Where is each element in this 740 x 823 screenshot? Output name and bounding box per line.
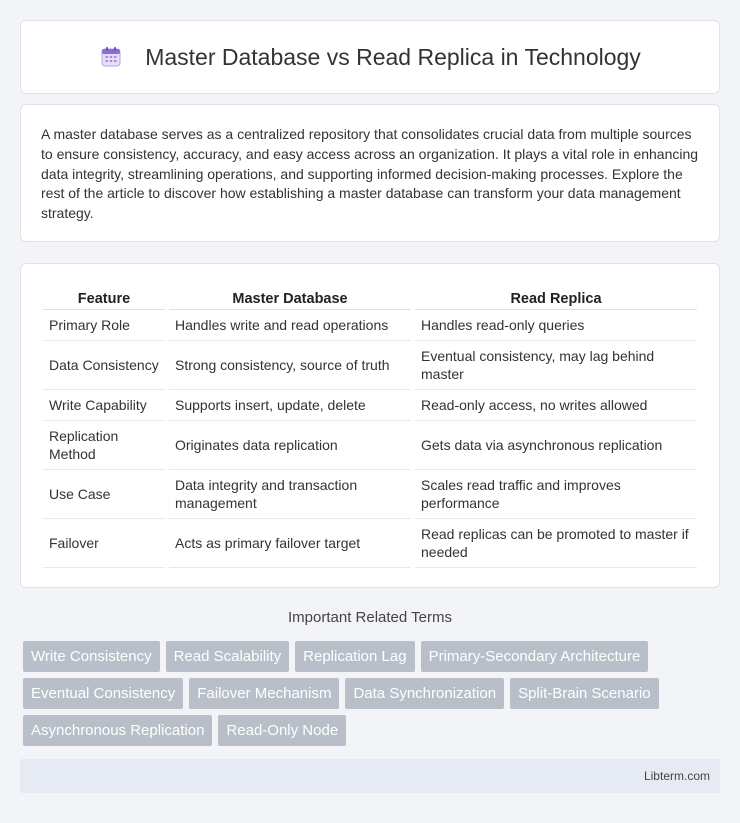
table-header-row (43, 284, 697, 310)
tag-data-synchronization[interactable]: Data Synchronization (345, 678, 504, 709)
tag-write-consistency[interactable]: Write Consistency (23, 641, 160, 672)
table-cell: Scales read traffic and improves performance (415, 470, 697, 519)
table-cell: Eventual consistency, may lag behind master (415, 341, 697, 390)
table-cell: Read-only access, no writes allowed (415, 390, 697, 421)
table-row (43, 519, 697, 568)
tag-failover-mechanism[interactable]: Failover Mechanism (189, 678, 339, 709)
table-cell: Handles write and read operations (169, 310, 411, 341)
table-cell: Originates data replication (169, 421, 411, 470)
calendar-icon (99, 45, 123, 69)
header-read-replica: Read Replica (415, 284, 697, 310)
related-terms-list (23, 641, 723, 752)
comparison-card (20, 263, 720, 588)
table-row (43, 421, 697, 470)
header-master-database: Master Database (169, 284, 411, 310)
title-card (20, 20, 720, 94)
table-cell: Failover (43, 519, 165, 568)
intro-card (20, 104, 720, 242)
comparison-table (39, 284, 701, 568)
tag-read-scalability[interactable]: Read Scalability (166, 641, 290, 672)
table-cell: Replication Method (43, 421, 165, 470)
table-row (43, 341, 697, 390)
page-title: Master Database vs Read Replica in Technology (145, 43, 641, 70)
table-cell: Supports insert, update, delete (169, 390, 411, 421)
table-cell: Data Consistency (43, 341, 165, 390)
footer-site-link[interactable]: Libterm.com (643, 769, 710, 783)
table-cell: Data integrity and transaction management (169, 470, 411, 519)
tag-asynchronous-replication[interactable]: Asynchronous Replication (23, 715, 212, 746)
table-cell: Primary Role (43, 310, 165, 341)
table-cell: Read replicas can be promoted to master if needed (415, 519, 697, 568)
tag-split-brain-scenario[interactable]: Split-Brain Scenario (510, 678, 659, 709)
table-row (43, 310, 697, 341)
tag-read-only-node[interactable]: Read-Only Node (218, 715, 346, 746)
intro-text: A master database serves as a centralized repository that consolidates crucial data from multiple sources to ensure consistency, accuracy, and easy access across an organization. It plays a vital role in enhancing data integrity, streamlining operations, and supporting informed decision-making processes. Explore the rest of the article to discover how establishing a master database can transform your data management strategy. (41, 126, 699, 222)
header-feature: Feature (43, 284, 165, 310)
table-cell: Handles read-only queries (415, 310, 697, 341)
table-cell: Gets data via asynchronous replication (415, 421, 697, 470)
related-terms-title: Important Related Terms (288, 609, 452, 626)
footer (20, 759, 720, 793)
table-cell: Write Capability (43, 390, 165, 421)
table-cell: Strong consistency, source of truth (169, 341, 411, 390)
tag-primary-secondary-architecture[interactable]: Primary-Secondary Architecture (421, 641, 649, 672)
tag-eventual-consistency[interactable]: Eventual Consistency (23, 678, 183, 709)
tag-replication-lag[interactable]: Replication Lag (295, 641, 414, 672)
table-cell: Use Case (43, 470, 165, 519)
table-cell: Acts as primary failover target (169, 519, 411, 568)
table-row (43, 470, 697, 519)
table-row (43, 390, 697, 421)
